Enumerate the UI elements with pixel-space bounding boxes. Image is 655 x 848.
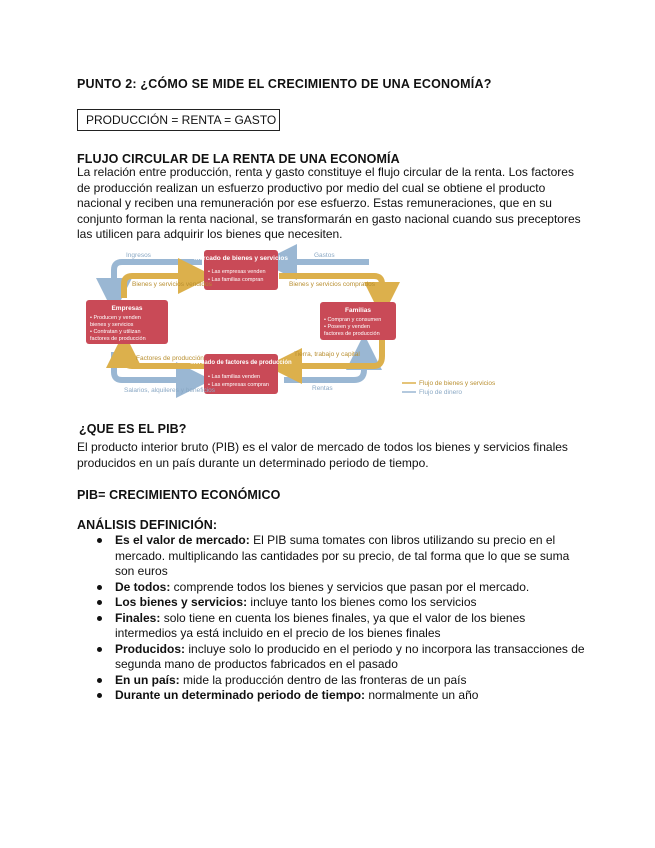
- right-box-line: • Compran y consumen: [324, 317, 382, 323]
- item-text: solo tiene en cuenta los bienes finales, ya que el valor de los bienes intermedios ya está incluido en el precio de los bienes finales: [115, 610, 526, 640]
- definition-list: [77, 533, 587, 704]
- top-box-line: • Las familias compran: [208, 277, 264, 283]
- list-item: [77, 595, 587, 611]
- item-term: Durante un determinado periodo de tiempo:: [115, 688, 366, 702]
- item-term: Finales:: [115, 610, 161, 625]
- pib-heading: ¿QUE ES EL PIB?: [79, 422, 187, 436]
- arrow-bienes-comprados: [279, 276, 382, 300]
- list-item: [77, 611, 587, 642]
- left-box-line: • Producen y venden: [90, 315, 141, 321]
- label-bienes-vendidos: Bienes y servicios vendidos: [132, 281, 212, 288]
- circular-flow-diagram: [84, 240, 514, 402]
- flujo-line: conjunto forman la renta nacional, se transformarán en gasto nacional cuando sus preceptores: [77, 211, 581, 226]
- label-tierra: Tierra, trabajo y capital: [294, 351, 360, 358]
- left-box-line: • Contratan y utilizan: [90, 329, 141, 335]
- bottom-box-title: Mercado de factores de producción: [190, 360, 292, 366]
- list-item: [77, 673, 587, 689]
- legend-goods: Flujo de bienes y servicios: [419, 380, 496, 387]
- item-text: incluye tanto los bienes como los servicios: [247, 595, 477, 609]
- right-box: [320, 302, 396, 340]
- label-factores: Factores de producción: [136, 355, 204, 362]
- item-text: El PIB suma tomates con libros utilizando su precio en el mercado. multiplicando las cantidades por su precio, de tal forma que lo que se suma son euros: [115, 533, 570, 578]
- item-term: Es el valor de mercado:: [115, 533, 250, 547]
- label-salarios: Salarios, alquileres y beneficios: [124, 387, 216, 394]
- flujo-line: La relación entre producción, renta y gasto constituye el flujo circular de la renta. Los factores: [77, 165, 574, 179]
- label-bienes-comprados: Bienes y servicios comprados: [289, 281, 375, 288]
- legend: [402, 380, 496, 396]
- item-term: Los bienes y servicios:: [115, 595, 248, 609]
- top-box-title: Mercado de bienes y servicios: [194, 255, 288, 262]
- pib-equation: PIB= CRECIMIENTO ECONÓMICO: [77, 488, 281, 502]
- top-box-line: • Las empresas venden: [208, 269, 266, 275]
- list-item: [77, 580, 587, 596]
- label-ingresos: Ingresos: [126, 252, 151, 259]
- item-text: mide la producción dentro de las fronteras de un país: [179, 672, 467, 687]
- bottom-box-line: • Las familias venden: [208, 374, 261, 380]
- item-text: normalmente un año: [365, 688, 479, 702]
- right-box-line: • Poseen y venden: [324, 324, 370, 330]
- label-rentas: Rentas: [312, 385, 333, 392]
- list-item: [77, 642, 587, 673]
- pib-paragraph: [77, 440, 582, 471]
- pib-line: producidos en un país durante un determinado periodo de tiempo.: [77, 455, 429, 470]
- list-item: [77, 688, 587, 704]
- item-term: Producidos:: [115, 641, 186, 656]
- item-text: incluye solo lo producido en el periodo y no incorpora las transacciones de segunda mano de productos fabricados en el pasado: [115, 641, 585, 671]
- left-box-title: Empresas: [111, 305, 143, 312]
- list-item: [77, 533, 587, 580]
- pib-line: El producto interior bruto (PIB) es el valor de mercado de todos los bienes y servicios finales: [77, 440, 568, 454]
- flujo-line: de producción realizan un esfuerzo productivo por medio del cual se obtiene el producto: [77, 180, 546, 195]
- label-gastos: Gastos: [314, 252, 335, 259]
- left-box: [86, 300, 168, 344]
- bottom-box-line: • Las empresas compran: [208, 382, 269, 388]
- item-text: comprende todos los bienes y servicios que pasan por el mercado.: [170, 579, 530, 594]
- item-term: De todos:: [115, 579, 171, 594]
- left-box-line: factores de producción: [90, 336, 146, 342]
- analisis-heading: ANÁLISIS DEFINICIÓN:: [77, 518, 218, 532]
- flujo-line: las utilicen para adquirir los bienes que necesiten.: [77, 227, 343, 241]
- page-title: PUNTO 2: ¿CÓMO SE MIDE EL CRECIMIENTO DE UNA ECONOMÍA?: [77, 77, 492, 91]
- flujo-heading: FLUJO CIRCULAR DE LA RENTA DE UNA ECONOMÍA: [77, 152, 400, 166]
- right-box-title: Familias: [344, 307, 372, 314]
- left-box-line: bienes y servicios: [90, 322, 134, 328]
- item-term: En un país:: [115, 672, 180, 687]
- flujo-line: nacional y reciben una remuneración por ese esfuerzo. Estas remuneraciones, que en su: [77, 196, 552, 210]
- right-box-line: factores de producción: [324, 331, 380, 337]
- flujo-paragraph: [77, 165, 582, 243]
- formula-box: PRODUCCIÓN = RENTA = GASTO: [77, 109, 280, 131]
- legend-money: Flujo de dinero: [419, 389, 462, 396]
